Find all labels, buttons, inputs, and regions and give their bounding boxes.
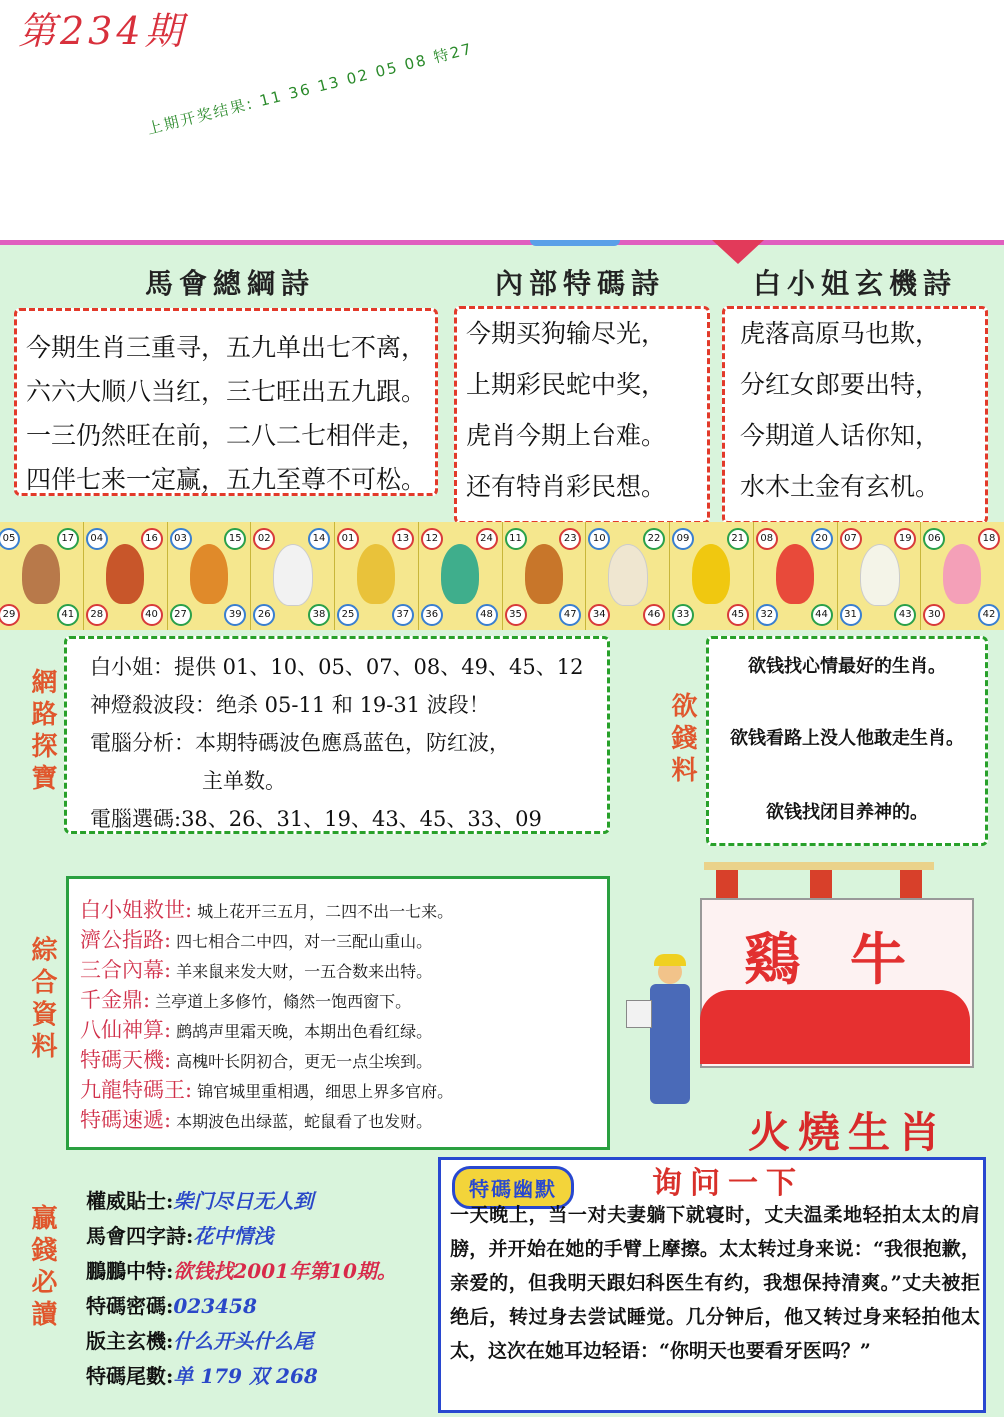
poem-line: 还有特肖彩民想。 (466, 472, 667, 501)
ball-number: 45 (727, 604, 749, 626)
ball-number: 41 (57, 604, 79, 626)
net-line: 主单数。 (202, 769, 286, 793)
billboard-caption: 火燒生肖 (748, 1108, 949, 1157)
zodiac-cell-rooster (754, 522, 838, 630)
zodiac-cell-dog (838, 522, 922, 630)
win-value: 什么开头什么尾 (173, 1329, 314, 1353)
ball-number: 28 (86, 604, 108, 626)
ball-number: 35 (505, 604, 527, 626)
poem-3-lines (740, 308, 940, 512)
ball-number: 47 (559, 604, 581, 626)
ball-number: 02 (253, 528, 275, 550)
joke-text: 一天晚上，当一对夫妻躺下就寝时，丈夫温柔地轻拍太太的肩膀，并开始在她的手臂上摩擦。太太转过身来说：“我很抱歉，亲爱的，但我明天跟妇科医生有约，我想保持清爽。”丈夫被拒绝后，转过身去尝试睡觉。几分钟后，他又转过身来轻拍他太太，这次在她耳边轻语：“你明天也要看牙医吗？” (450, 1204, 980, 1362)
billboard-text-2: 牛 (850, 927, 906, 993)
mix-key: 三合內幕: (80, 958, 172, 982)
win-key: 特碼尾數: (86, 1364, 174, 1388)
mix-label: 綜合資料 (27, 936, 57, 1064)
ball-number: 37 (392, 604, 414, 626)
money-line: 欲钱找闭目养神的。 (766, 802, 928, 823)
zodiac-strip (0, 522, 1004, 630)
mix-value: 兰亭道上多修竹，翛然一饱西窗下。 (155, 992, 412, 1011)
poem-line: 分红女郎要出特， (740, 370, 941, 399)
billboard-caps (704, 862, 934, 870)
poem-line: 上期彩民蛇中奖， (466, 370, 667, 399)
dragon-icon (357, 544, 395, 604)
painter-icon (640, 960, 700, 1110)
ball-number: 44 (811, 604, 833, 626)
mix-key: 特碼速遞: (80, 1108, 172, 1132)
zodiac-cell-dragon (335, 522, 419, 630)
mix-key: 八仙神算: (80, 1018, 172, 1042)
mix-value: 羊来鼠来发大财，一五合数来出特。 (176, 962, 433, 981)
billboard-post-2 (810, 868, 832, 902)
ball-number: 11 (505, 528, 527, 550)
win-key: 馬會四字詩: (86, 1224, 194, 1248)
ball-number: 04 (86, 528, 108, 550)
net-line: 神燈殺波段：绝杀 05-11 和 19-31 波段！ (90, 693, 490, 717)
rat-icon (22, 544, 60, 604)
win-row (86, 1359, 397, 1394)
joke-badge: 特碼幽默 (452, 1166, 574, 1209)
poem-line: 虎肖今期上台难。 (466, 421, 667, 450)
mix-row (80, 956, 453, 986)
ball-number: 09 (672, 528, 694, 550)
ball-number: 18 (978, 528, 1000, 550)
mix-key: 特碼天機: (80, 1048, 172, 1072)
poem-line: 一三仍然旺在前，二八二七相伴走， (26, 421, 427, 450)
ball-number: 05 (0, 528, 20, 550)
mix-row (80, 926, 453, 956)
net-label: 網路探寶 (27, 668, 57, 796)
rooster-icon (776, 544, 814, 604)
win-key: 鵬鵬中特: (86, 1259, 174, 1283)
win-row (86, 1219, 397, 1254)
mix-row (80, 1046, 453, 1076)
win-key: 版主玄機: (86, 1329, 174, 1353)
ball-number: 40 (141, 604, 163, 626)
monkey-icon (692, 544, 730, 604)
ball-number: 33 (672, 604, 694, 626)
mix-row (80, 1076, 453, 1106)
zodiac-cell-pig (921, 522, 1004, 630)
ball-number: 14 (308, 528, 330, 550)
mix-row (80, 1016, 453, 1046)
ball-number: 13 (392, 528, 414, 550)
mix-key: 千金鼎: (80, 988, 151, 1012)
top-divider (0, 240, 1004, 245)
poem-line: 今期买狗输尽光， (466, 319, 667, 348)
ball-number: 15 (224, 528, 246, 550)
mix-row (80, 896, 453, 926)
money-line: 欲钱看路上没人他敢走生肖。 (730, 728, 964, 749)
ball-number: 03 (170, 528, 192, 550)
ball-number: 42 (978, 604, 1000, 626)
win-row (86, 1289, 397, 1324)
ball-number: 08 (756, 528, 778, 550)
ball-number: 39 (224, 604, 246, 626)
win-key: 權威貼士: (86, 1189, 174, 1213)
win-value: 花中情浅 (193, 1224, 274, 1248)
ball-number: 16 (141, 528, 163, 550)
ball-number: 31 (840, 604, 862, 626)
mix-value: 鹧鸪声里霜天晚，本期出色看红绿。 (176, 1022, 433, 1041)
poem-2-lines (466, 308, 666, 512)
ball-number: 26 (253, 604, 275, 626)
win-label: 贏錢必讀 (27, 1204, 57, 1332)
ball-number: 32 (756, 604, 778, 626)
ox-icon (106, 544, 144, 604)
ball-number: 34 (588, 604, 610, 626)
mix-value: 城上花开三五月，二四不出一七来。 (197, 902, 454, 921)
ball-number: 07 (840, 528, 862, 550)
top-ribbon-ornament (530, 240, 620, 246)
ball-number: 25 (337, 604, 359, 626)
mix-row (80, 986, 453, 1016)
billboard-post-3 (900, 868, 922, 902)
top-ribbon-icon (712, 240, 764, 264)
net-line: 電腦選碼:38、26、31、19、43、45、33、09 (90, 807, 542, 831)
ball-number: 22 (643, 528, 665, 550)
net-line: 白小姐：提供 01、10、05、07、08、49、45、12 (90, 655, 584, 679)
billboard-text-1: 鷄 (744, 927, 800, 993)
win-value: 柴门尽日无人到 (173, 1189, 314, 1213)
ball-number: 27 (170, 604, 192, 626)
mix-key: 白小姐救世: (80, 898, 193, 922)
mix-value: 锦官城里重相遇，细思上界多官府。 (197, 1082, 454, 1101)
issue-number: 第234期 (18, 9, 187, 53)
win-value: 单 179 双 268 (173, 1364, 318, 1388)
mix-key: 九龍特碼王: (80, 1078, 193, 1102)
tiger-icon (190, 544, 228, 604)
zodiac-cell-rabbit (251, 522, 335, 630)
poem-line: 六六大顺八当红，三七旺出五九跟。 (26, 377, 427, 406)
win-row (86, 1184, 397, 1219)
win-rows (86, 1184, 397, 1394)
mix-value: 四七相合二中四，对一三配山重山。 (176, 932, 433, 951)
zodiac-cell-tiger (168, 522, 252, 630)
ball-number: 30 (923, 604, 945, 626)
poem-line: 今期生肖三重寻，五九单出七不离， (26, 333, 427, 362)
mix-row (80, 1106, 453, 1136)
ball-number: 10 (588, 528, 610, 550)
ball-number: 38 (308, 604, 330, 626)
ball-number: 46 (643, 604, 665, 626)
poem-title-1: 馬會總綱詩 (144, 267, 315, 300)
poem-line: 四伴七来一定赢，五九至尊不可松。 (26, 465, 427, 494)
ball-number: 29 (0, 604, 20, 626)
money-label: 欲錢料 (667, 692, 697, 788)
win-value: 欲钱找2001年第10期。 (173, 1259, 397, 1283)
win-value: 023458 (173, 1294, 257, 1318)
pig-icon (943, 544, 981, 604)
ball-number: 01 (337, 528, 359, 550)
ball-number: 43 (894, 604, 916, 626)
ball-number: 17 (57, 528, 79, 550)
ball-number: 24 (476, 528, 498, 550)
ball-number: 36 (421, 604, 443, 626)
previous-result: 上期开奖结果: 11 36 13 02 05 08 特27 (145, 39, 475, 139)
poem-title-2: 內部特碼詩 (494, 267, 665, 300)
goat-icon (608, 544, 648, 606)
horse-icon (525, 544, 563, 604)
rabbit-icon (273, 544, 313, 606)
money-lines (706, 652, 988, 824)
zodiac-cell-rat (0, 522, 84, 630)
poem-1-lines (26, 326, 426, 502)
zodiac-cell-horse (503, 522, 587, 630)
zodiac-cell-goat (586, 522, 670, 630)
billboard-paint-wave (700, 990, 970, 1064)
mix-value: 本期波色出绿蓝，蛇鼠看了也发财。 (176, 1112, 433, 1131)
poem-line: 水木土金有玄机。 (740, 472, 941, 501)
dog-icon (860, 544, 900, 606)
billboard-post-1 (716, 868, 738, 902)
net-line: 電腦分析：本期特碼波色應爲蓝色，防红波， (90, 731, 510, 755)
win-row (86, 1254, 397, 1289)
zodiac-cell-snake (419, 522, 503, 630)
snake-icon (441, 544, 479, 604)
mix-key: 濟公指路: (80, 928, 172, 952)
ball-number: 23 (559, 528, 581, 550)
ball-number: 12 (421, 528, 443, 550)
zodiac-cell-monkey (670, 522, 754, 630)
poem-title-3: 白小姐玄機詩 (752, 267, 957, 300)
win-key: 特碼密碼: (86, 1294, 174, 1318)
ball-number: 48 (476, 604, 498, 626)
ball-number: 20 (811, 528, 833, 550)
poem-line: 虎落高原马也欺， (740, 319, 941, 348)
mix-value: 高槐叶长阴初合，更无一点尘埃到。 (176, 1052, 433, 1071)
ball-number: 21 (727, 528, 749, 550)
ball-number: 06 (923, 528, 945, 550)
net-lines (90, 648, 583, 838)
money-line: 欲钱找心情最好的生肖。 (748, 656, 946, 677)
poem-line: 今期道人话你知， (740, 421, 941, 450)
joke-title: 询问一下 (652, 1166, 804, 1201)
mix-rows (80, 896, 453, 1136)
ball-number: 19 (894, 528, 916, 550)
win-row (86, 1324, 397, 1359)
zodiac-cell-ox (84, 522, 168, 630)
